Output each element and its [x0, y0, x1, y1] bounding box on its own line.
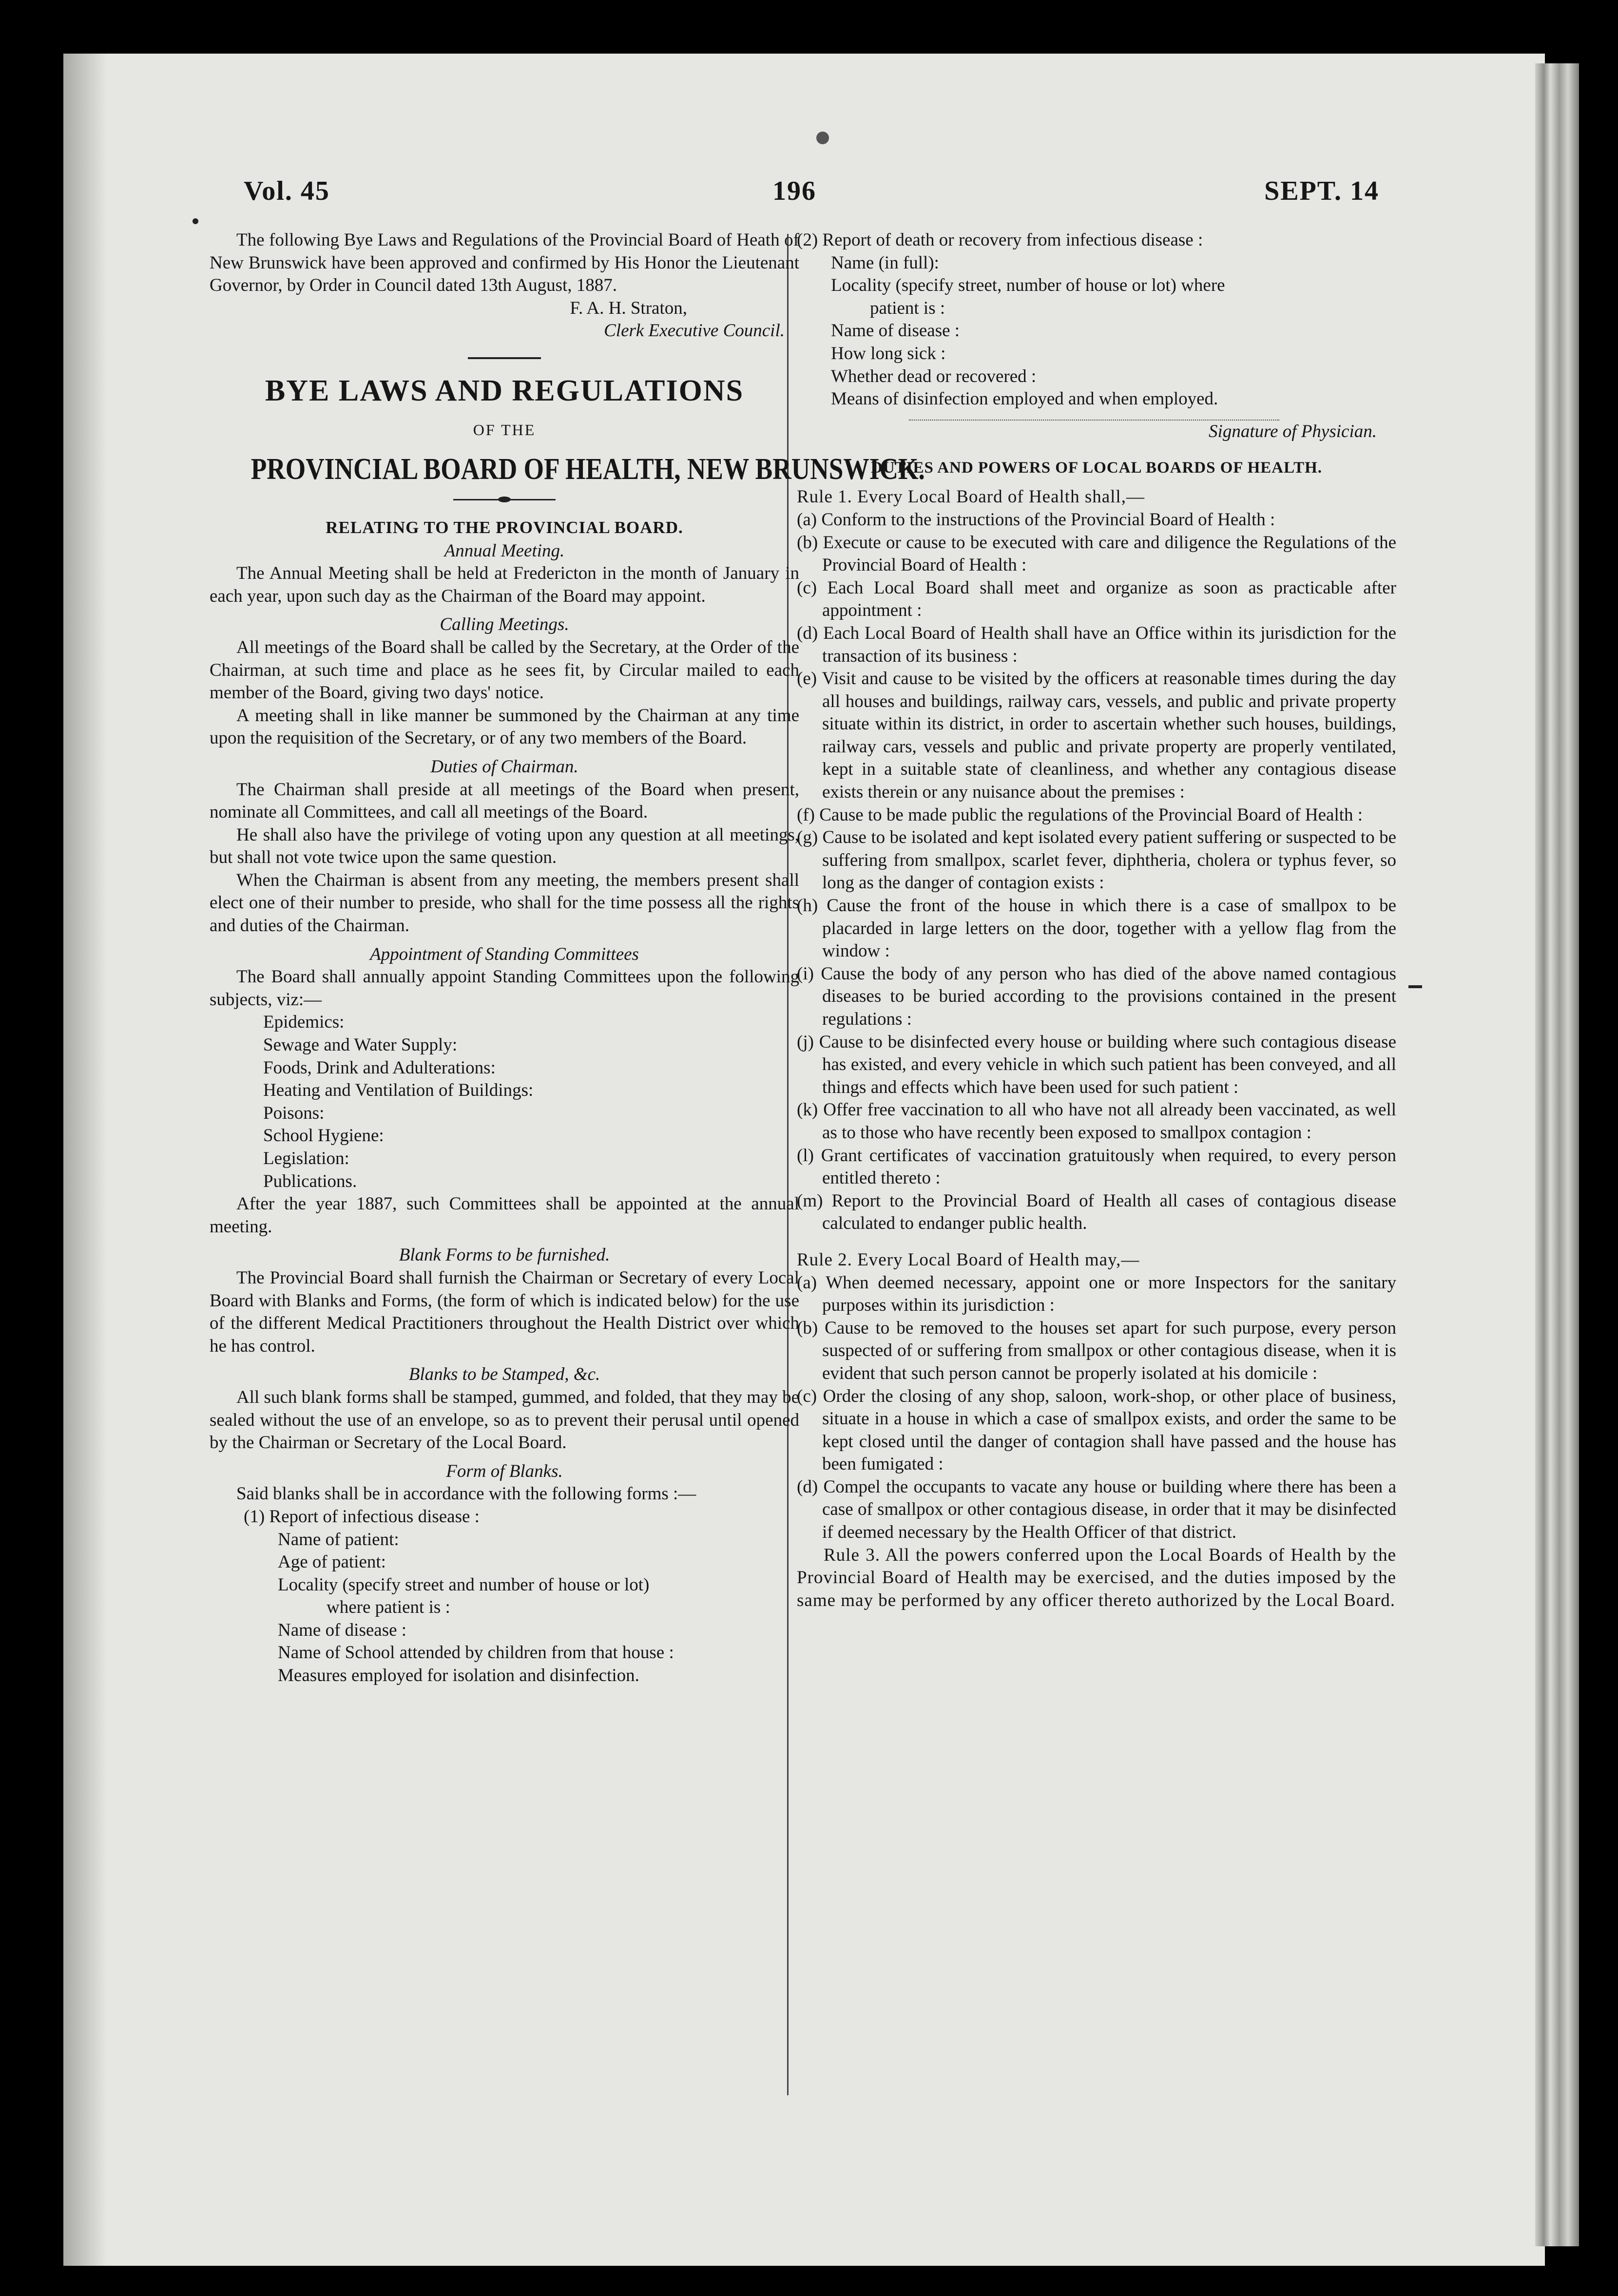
blanks-stamped-heading: Blanks to be Stamped, &c. [408, 1364, 600, 1385]
ink-mark [193, 218, 198, 224]
form-field: How long sick : [831, 343, 946, 364]
form-of-blanks-heading: Form of Blanks. [446, 1461, 563, 1481]
page-stack-edge [1535, 63, 1579, 2246]
form-1 [210, 1506, 799, 1687]
calling-meetings-text: A meeting shall in like manner be summoned by the Chairman at any time upon the requisition of the Secretary, or of any two members of the Board. [210, 705, 799, 748]
form-field-continued: where patient is : [327, 1597, 450, 1618]
calling-meetings-heading: Calling Meetings. [440, 614, 569, 635]
form-field: Age of patient: [278, 1552, 386, 1572]
section-heading: RELATING TO THE PROVINCIAL BOARD. [326, 517, 683, 537]
list-item: (a) When deemed necessary, appoint one or more Inspectors for the sanitary purposes within its jurisdiction : [797, 1272, 1396, 1316]
list-item: (j) Cause to be disinfected every house or building where such contagious disease has existed, and every vehicle in which such patient has been conveyed, and all things and effects which have been used for such patient : [797, 1032, 1396, 1097]
form-field-continued: patient is : [870, 298, 945, 318]
annual-meeting-text: The Annual Meeting shall be held at Fredericton in the month of January in each year, upon such day as the Chairman of the Board may appoint. [210, 563, 799, 606]
form-field: Means of disinfection employed and when employed. [831, 389, 1218, 409]
list-item: Heating and Ventilation of Buildings: [263, 1080, 534, 1101]
list-item: (i) Cause the body of any person who has died of the above named contagious diseases to be buried according to the provisions contained in the present regulations : [797, 963, 1396, 1029]
list-item: Publications. [263, 1171, 357, 1191]
signatory-name: F. A. H. Straton, [570, 298, 687, 318]
list-item: (f) Cause to be made public the regulations of the Provincial Board of Health : [797, 804, 1363, 825]
rule-1-list [797, 509, 1396, 1235]
form-2-title: (2) Report of death or recovery from infectious disease : [797, 230, 1203, 250]
list-item: (e) Visit and cause to be visited by the officers at reasonable times during the day all houses and buildings, railway cars, vessels, and public and private property situate within its district, in order to ascertain whether such houses, buildings, railway cars, vessels and public and private property are properly ventilated, kept in a suitable state of cleanliness, and whether any contagious disease exists therein or any nuisance about the premises : [797, 669, 1396, 803]
list-item: (d) Compel the occupants to vacate any house or building where there has been a case of smallpox or other contagious disease, in order that it may be disinfected if deemed necessary by the Health Officer of that district. [797, 1476, 1396, 1543]
title-board: PROVINCIAL BOARD OF HEALTH, NEW BRUNSWICK. [250, 452, 925, 486]
blanks-stamped-text: All such blank forms shall be stamped, gummed, and folded, that they may be sealed without the use of an envelope, so as to prevent their perusal until opened by the Chairman or Secretary of the Local Board. [210, 1387, 799, 1453]
list-item: (l) Grant certificates of vaccination gratuitously when required, to every person entitled thereto : [797, 1145, 1396, 1188]
duties-chairman-text: When the Chairman is absent from any meeting, the members present shall elect one of their number to preside, who shall for the time possess all the rights and duties of the Chairman. [210, 870, 799, 936]
ornament-divider [453, 498, 556, 501]
committees-after-text: After the year 1887, such Committees shall be appointed at the annual meeting. [210, 1194, 799, 1237]
list-item: (c) Each Local Board shall meet and organize as soon as practicable after appointment : [797, 577, 1396, 621]
newspaper-page [63, 54, 1545, 2266]
ink-mark [1408, 985, 1422, 988]
list-item: (d) Each Local Board of Health shall have an Office within its jurisdiction for the transaction of its business : [797, 623, 1396, 666]
intro-paragraph: The following Bye Laws and Regulations of the Provincial Board of Heath of New Brunswick have been approved and confirmed by His Honor the Lieutenant Governor, by Order in Council dated 13th August, 1887. [210, 230, 799, 296]
form-of-blanks-text: Said blanks shall be in accordance with the following forms :— [236, 1484, 696, 1504]
duties-chairman-text: He shall also have the privilege of voting upon any question at all meetings, but shall not vote twice upon the same question. [210, 824, 799, 868]
list-item: (c) Order the closing of any shop, saloon, work-shop, or other place of business, situate in a house in which a case of smallpox exists, and order the same to be kept closed until the danger of contagion shall have passed and the house has been fumigated : [797, 1386, 1396, 1474]
form-1-title: (1) Report of infectious disease : [244, 1506, 480, 1527]
form-field: Locality (specify street and number of house or lot) [278, 1574, 650, 1595]
list-item: Sewage and Water Supply: [263, 1035, 458, 1055]
page-header [244, 175, 1379, 219]
committees-heading: Appointment of Standing Committees [370, 944, 639, 964]
issue-date: SEPT. 14 [1264, 176, 1379, 206]
right-column [797, 229, 1396, 1612]
committees-list [210, 1011, 799, 1193]
page-gutter-shadow [63, 54, 107, 2266]
divider-rule [468, 357, 541, 359]
list-item: (b) Cause to be removed to the houses set apart for such purpose, every person suspected of or suffering from smallpox or other contagious disease, when it is evident that such person cannot be properly isolated at his domicile : [797, 1318, 1396, 1383]
form-field: Name of School attended by children from that house : [278, 1643, 674, 1663]
form-field: Name of disease : [831, 321, 960, 341]
annual-meeting-heading: Annual Meeting. [444, 540, 565, 561]
list-item: (b) Execute or cause to be executed with care and diligence the Regulations of the Provincial Board of Health : [797, 532, 1396, 575]
ink-spot [816, 132, 829, 144]
signatory-title: Clerk Executive Council. [604, 321, 785, 341]
rule-1-intro: Rule 1. Every Local Board of Health shall,— [797, 487, 1145, 507]
title-main: BYE LAWS AND REGULATIONS [265, 374, 744, 407]
blank-forms-text: The Provincial Board shall furnish the Chairman or Secretary of every Local Board with Blanks and Forms, (the form of which is indicated below) for the use of the different Medical Practitioners throughout the Health District over which he has control. [210, 1267, 799, 1356]
list-item: Foods, Drink and Adulterations: [263, 1057, 496, 1078]
blank-forms-heading: Blank Forms to be furnished. [399, 1245, 610, 1265]
form-field: Measures employed for isolation and disinfection. [278, 1665, 639, 1686]
rule-2-intro: Rule 2. Every Local Board of Health may,— [797, 1249, 1140, 1270]
form-field: Name of disease : [278, 1620, 407, 1640]
form-field: Name of patient: [278, 1529, 399, 1550]
list-item: (m) Report to the Provincial Board of Health all cases of contagious disease calculated to endanger public health. [797, 1190, 1396, 1234]
signature-label: Signature of Physician. [1209, 421, 1377, 441]
form-field: Locality (specify street, number of house or lot) where [831, 275, 1225, 296]
list-item: Poisons: [263, 1103, 325, 1123]
list-item: (k) Offer free vaccination to all who have not all already been vaccinated, as well as to those who have recently been exposed to smallpox contagion : [797, 1100, 1396, 1143]
calling-meetings-text: All meetings of the Board shall be called by the Secretary, at the Order of the Chairman, at such time and place as he sees fit, by Circular mailed to each member of the Board, giving two days' notice. [210, 637, 799, 703]
list-item: (a) Conform to the instructions of the Provincial Board of Health : [797, 509, 1275, 530]
rule-2-list [797, 1272, 1396, 1544]
committees-text: The Board shall annually appoint Standing Committees upon the following subjects, viz:— [210, 967, 799, 1010]
title-of: OF THE [473, 421, 536, 439]
page-number: 196 [772, 176, 816, 206]
list-item: (g) Cause to be isolated and kept isolated every patient suffering or suspected to be suffering from smallpox, scarlet fever, diphtheria, cholera or typhus fever, so long as the danger of contagion exists : [797, 827, 1396, 893]
list-item: School Hygiene: [263, 1126, 384, 1146]
duties-chairman-text: The Chairman shall preside at all meetings of the Board when present, nominate all Committees, and call all meetings of the Board. [210, 779, 799, 823]
volume-label: Vol. 45 [244, 176, 330, 206]
list-item: Legislation: [263, 1148, 349, 1168]
form-field: Name (in full): [831, 252, 939, 273]
list-item: Epidemics: [263, 1012, 345, 1033]
duties-chairman-heading: Duties of Chairman. [430, 756, 578, 777]
form-field: Whether dead or recovered : [831, 366, 1037, 386]
form-2 [797, 229, 1396, 411]
duties-heading: DUTIES AND POWERS OF LOCAL BOARDS OF HEALTH. [870, 459, 1322, 477]
list-item: (h) Cause the front of the house in which there is a case of smallpox to be placarded in large letters on the door, together with a yellow flag from the window : [797, 896, 1396, 961]
rule-3-text: Rule 3. All the powers conferred upon the Local Boards of Health by the Provincial Board of Health may be exercised, and the duties imposed by the same may be performed by any officer thereto authorized by the Local Board. [797, 1545, 1396, 1610]
